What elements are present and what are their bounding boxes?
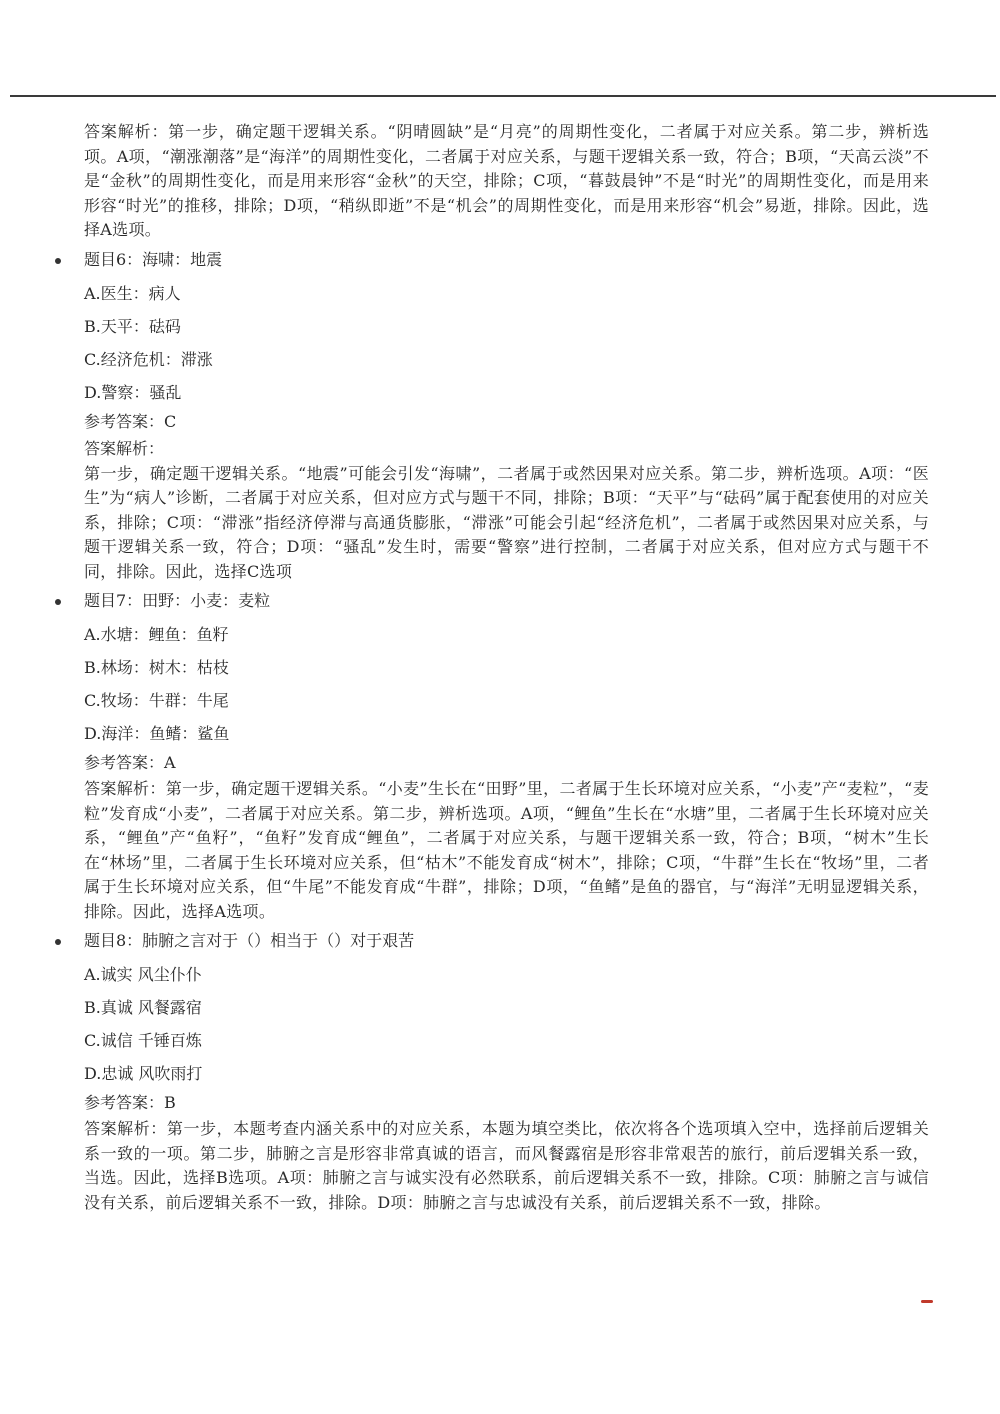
- prev-question-explanation: 答案解析：第一步，确定题干逻辑关系。“阴晴圆缺”是“月亮”的周期性变化，二者属于对应关系。第二步，辨析选项。A项，“潮涨潮落”是“海洋”的周期性变化，二者属于对应关系，与题干逻辑关系一致，符合；B项，“天高云淡”不是“金秋”的周期性变化，而是用来形容“金秋”的天空，排除；C项，“暮鼓晨钟”不是“时光”的周期性变化，而是用来形容“时光”的推移，排除；D项，“稍纵即逝”不是“机会”的周期性变化，而是用来形容“机会”易逝，排除。因此，选择A选项。: [84, 122, 929, 239]
- q6-answer: 参考答案：C: [84, 411, 177, 431]
- q7-option-d: D.海洋：鱼鳍：鲨鱼: [84, 724, 230, 743]
- bullet-icon: [55, 258, 61, 264]
- q8-option-d: D.忠诚 风吹雨打: [84, 1064, 203, 1083]
- q7-answer: 参考答案：A: [84, 753, 176, 772]
- header-rule: [10, 95, 996, 97]
- question-title: 题目7：田野：小麦：麦粒: [84, 591, 271, 610]
- q8-answer: 参考答案：B: [84, 1093, 176, 1112]
- q6-explanation-label: 答案解析：: [84, 438, 165, 458]
- bullet-icon: [55, 599, 61, 605]
- q8-explanation: 答案解析：第一步，本题考查内涵关系中的对应关系，本题为填空类比，依次将各个选项填入空中，选择前后逻辑关系一致的一项。第二步，肺腑之言是形容非常真诚的语言，而风餐露宿是形容非常艰苦的旅行，前后逻辑关系一致，当选。因此，选择B选项。A项：肺腑之言与诚实没有必然联系，前后逻辑关系不一致，排除。C项：肺腑之言与诚信没有关系，前后逻辑关系不一致，排除。D项：肺腑之言与忠诚没有关系，前后逻辑关系不一致，排除。: [84, 1119, 929, 1212]
- q6-option-c: C.经济危机：滞涨: [84, 349, 213, 369]
- question-7-title: [84, 588, 1000, 616]
- question-8-title: [84, 928, 1000, 956]
- q6-explanation: 第一步，确定题干逻辑关系。“地震”可能会引发“海啸”，二者属于或然因果对应关系。第二步，辨析选项。A项：“医生”为“病人”诊断，二者属于对应关系，但对应方式与题干不同，排除；B项：“天平”与“砝码”属于配套使用的对应关系，排除；C项：“滞涨”指经济停滞与高通货膨胀，“滞涨”可能会引起“经济危机”，二者属于或然因果对应关系，与题干逻辑关系一致，符合；D项：“骚乱”发生时，需要“警察”进行控制，二者属于对应关系，但对应方式与题干不同，排除。因此，选择C选项: [84, 463, 929, 581]
- q7-explanation: 答案解析：第一步，确定题干逻辑关系。“小麦”生长在“田野”里，二者属于生长环境对应关系，“小麦”产“麦粒”，“麦粒”发育成“小麦”，二者属于对应关系。第二步，辨析选项。A项，“鲤鱼”生长在“水塘”里，二者属于生长环境对应关系，“鲤鱼”产“鱼籽”，“鱼籽”发育成“鲤鱼”，二者属于对应关系，与题干逻辑关系一致，符合；B项，“树木”生长在“林场”里，二者属于生长环境对应关系，但“枯木”不能发育成“树木”，排除；C项，“牛群”生长在“牧场”里，二者属于生长环境对应关系，但“牛尾”不能发育成“牛群”，排除；D项，“鱼鳍”是鱼的器官，与“海洋”无明显逻辑关系，排除。因此，选择A选项。: [84, 779, 929, 921]
- q7-option-a: A.水塘：鲤鱼：鱼籽: [84, 625, 229, 644]
- q7-option-c: C.牧场：牛群：牛尾: [84, 691, 229, 710]
- q8-option-b: B.真诚 风餐露宿: [84, 998, 202, 1017]
- q8-option-a: A.诚实 风尘仆仆: [84, 965, 202, 984]
- q6-option-a: A.医生：病人: [84, 283, 181, 303]
- q8-option-c: C.诚信 千锤百炼: [84, 1031, 202, 1050]
- q7-option-b: B.林场：树木：枯枝: [84, 658, 229, 677]
- question-title: 题目8：肺腑之言对于（）相当于（）对于艰苦: [84, 931, 415, 950]
- bullet-icon: [55, 939, 61, 945]
- question-title: 题目6：海啸：地震: [84, 249, 223, 269]
- question-6-title: [84, 247, 1000, 275]
- q6-option-d: D.警察：骚乱: [84, 382, 182, 402]
- corner-mark: [921, 1300, 933, 1303]
- q6-option-b: B.天平：砝码: [84, 316, 181, 336]
- document-body: [0, 120, 1000, 1215]
